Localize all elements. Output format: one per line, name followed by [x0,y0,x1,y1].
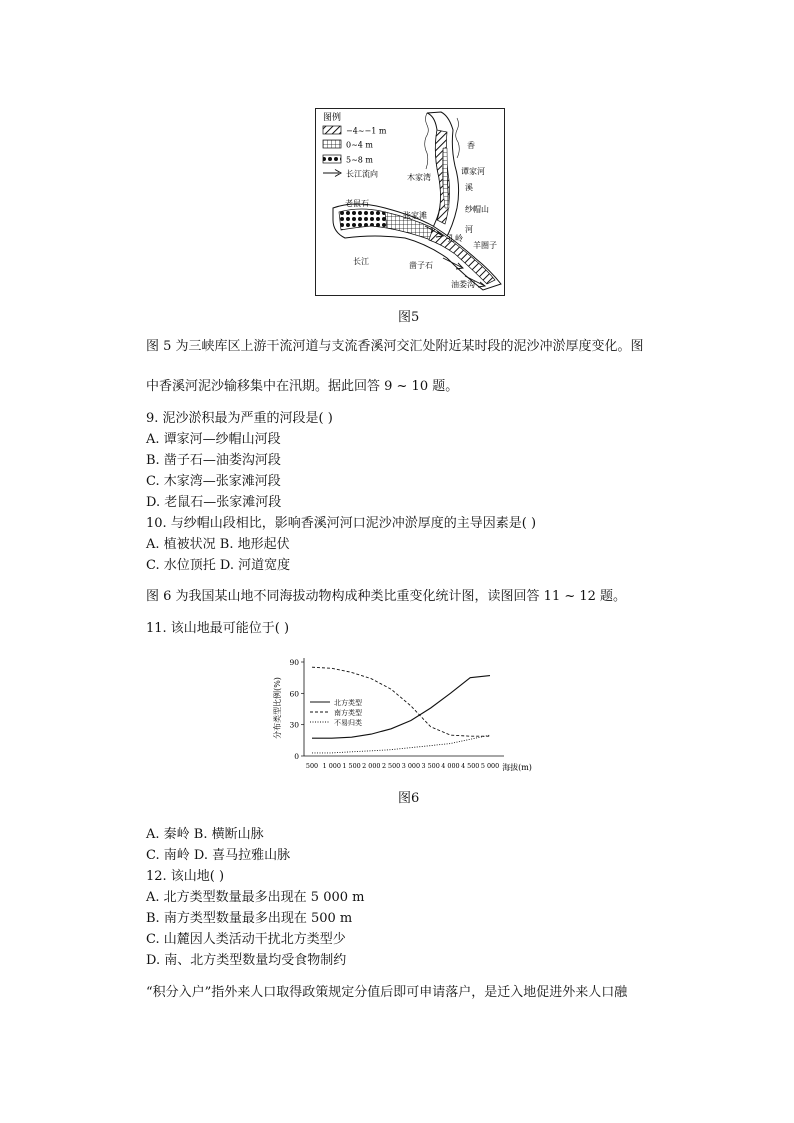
para1-line1: 图 5 为三峡库区上游干流河道与支流香溪河交汇处附近某时段的泥沙冲淤厚度变化。图 [146,339,644,354]
q11-options-line1: A. 秦岭 B. 横断山脉 [146,827,264,842]
figure6-caption: 图6 [398,791,420,806]
q9-option-b: B. 凿子石—油娄沟河段 [146,453,281,468]
x-tick-label: 2 500 [381,762,401,770]
label-laoshushi: 老鼠石 [345,199,369,208]
q9-option-d: D. 老鼠石—张家滩河段 [146,495,282,510]
legend-label-4: 长江流向 [346,169,378,179]
y-tick-label: 60 [289,689,299,699]
para1-line2: 中香溪河泥沙输移集中在汛期。据此回答 9 ~ 10 题。 [146,379,459,394]
legend-swatch-grid [323,140,341,148]
q10-options-line2: C. 水位顶托 D. 河道宽度 [146,558,291,573]
y-tick-label: 90 [289,658,299,667]
figure5-caption: 图5 [398,310,420,325]
legend-swatch-hatch [323,126,341,134]
para2: 图 6 为我国某山地不同海拔动物构成种类比重变化统计图，读图回答 11 ~ 12 题。 [146,589,627,604]
label-zhangjiatan: 张家滩 [403,211,427,220]
q11-options-line2: C. 南岭 D. 喜马拉雅山脉 [146,848,291,863]
x-tick-label: 3 500 [421,762,440,770]
q12-option-b: B. 南方类型数量最多出现在 500 m [146,911,353,926]
x-tick-label: 3 000 [401,762,421,770]
q9-stem: 9. 泥沙淤积最为严重的河段是( ) [146,411,333,426]
legend-title: 图例 [323,113,342,123]
x-tick-label: 4 500 [461,762,480,770]
x-axis-label: 海拔(m) [502,763,532,772]
q12-option-c: C. 山麓因人类活动干扰北方类型少 [146,932,346,947]
q10-stem: 10. 与纱帽山段相比，影响香溪河河口泥沙冲淤厚度的主导因素是( ) [146,516,537,531]
x-tick-label: 1 000 [322,762,341,770]
label-xiang: 香 [467,141,475,150]
y-tick-label: 30 [289,720,299,730]
q12-stem: 12. 该山地( ) [146,869,225,884]
para3: “积分入户”指外来人口取得政策规定分值后即可申请落户，是迁入地促进外来人口融 [146,985,628,1000]
x-tick-label: 1 500 [342,762,361,770]
figure5-map [315,108,505,296]
figure6-chart [268,652,532,776]
label-shamaoshan: 纱帽山 [465,205,489,214]
label-mujiawan: 木家湾 [407,173,431,182]
label-yangjuanzi: 羊圈子 [473,241,497,250]
legend-label-2: 南方类型 [334,708,362,717]
q11-stem: 11. 该山地最可能位于( ) [146,621,290,636]
label-leizishi: 凿子石 [409,261,433,270]
x-tick-label: 500 [305,762,319,770]
x-tick-label: 5 000 [480,762,500,770]
q9-option-a: A. 谭家河—纱帽山河段 [146,432,281,447]
legend-label-3: 5~8 m [346,155,374,165]
x-tick-label: 2 000 [362,762,381,770]
q10-options-line1: A. 植被状况 B. 地形起伏 [146,537,290,552]
label-tanjiahe: 谭家河 [461,167,485,176]
series-line-1 [312,676,490,739]
legend-label-1: 北方类型 [334,698,362,707]
y-tick-label: 0 [294,752,299,761]
label-youlougou: 油娄沟 [451,280,475,289]
q12-option-d: D. 南、北方类型数量均受食物制约 [146,953,347,968]
y-axis-label: 分布类型比例(%) [273,677,282,739]
label-kongling: 孔岭 [447,234,463,243]
label-xi: 溪 [465,183,473,192]
legend-swatch-dots [323,155,341,163]
x-tick-label: 4 000 [441,762,460,770]
legend-label-3: 不易归类 [334,718,362,727]
legend-label-1: −4~−1 m [346,126,387,136]
legend-label-2: 0~4 m [346,140,374,150]
q9-option-c: C. 木家湾—张家滩河段 [146,474,281,489]
label-changjiang: 长江 [353,257,369,266]
label-he: 河 [465,225,473,234]
q12-option-a: A. 北方类型数量最多出现在 5 000 m [146,890,365,905]
